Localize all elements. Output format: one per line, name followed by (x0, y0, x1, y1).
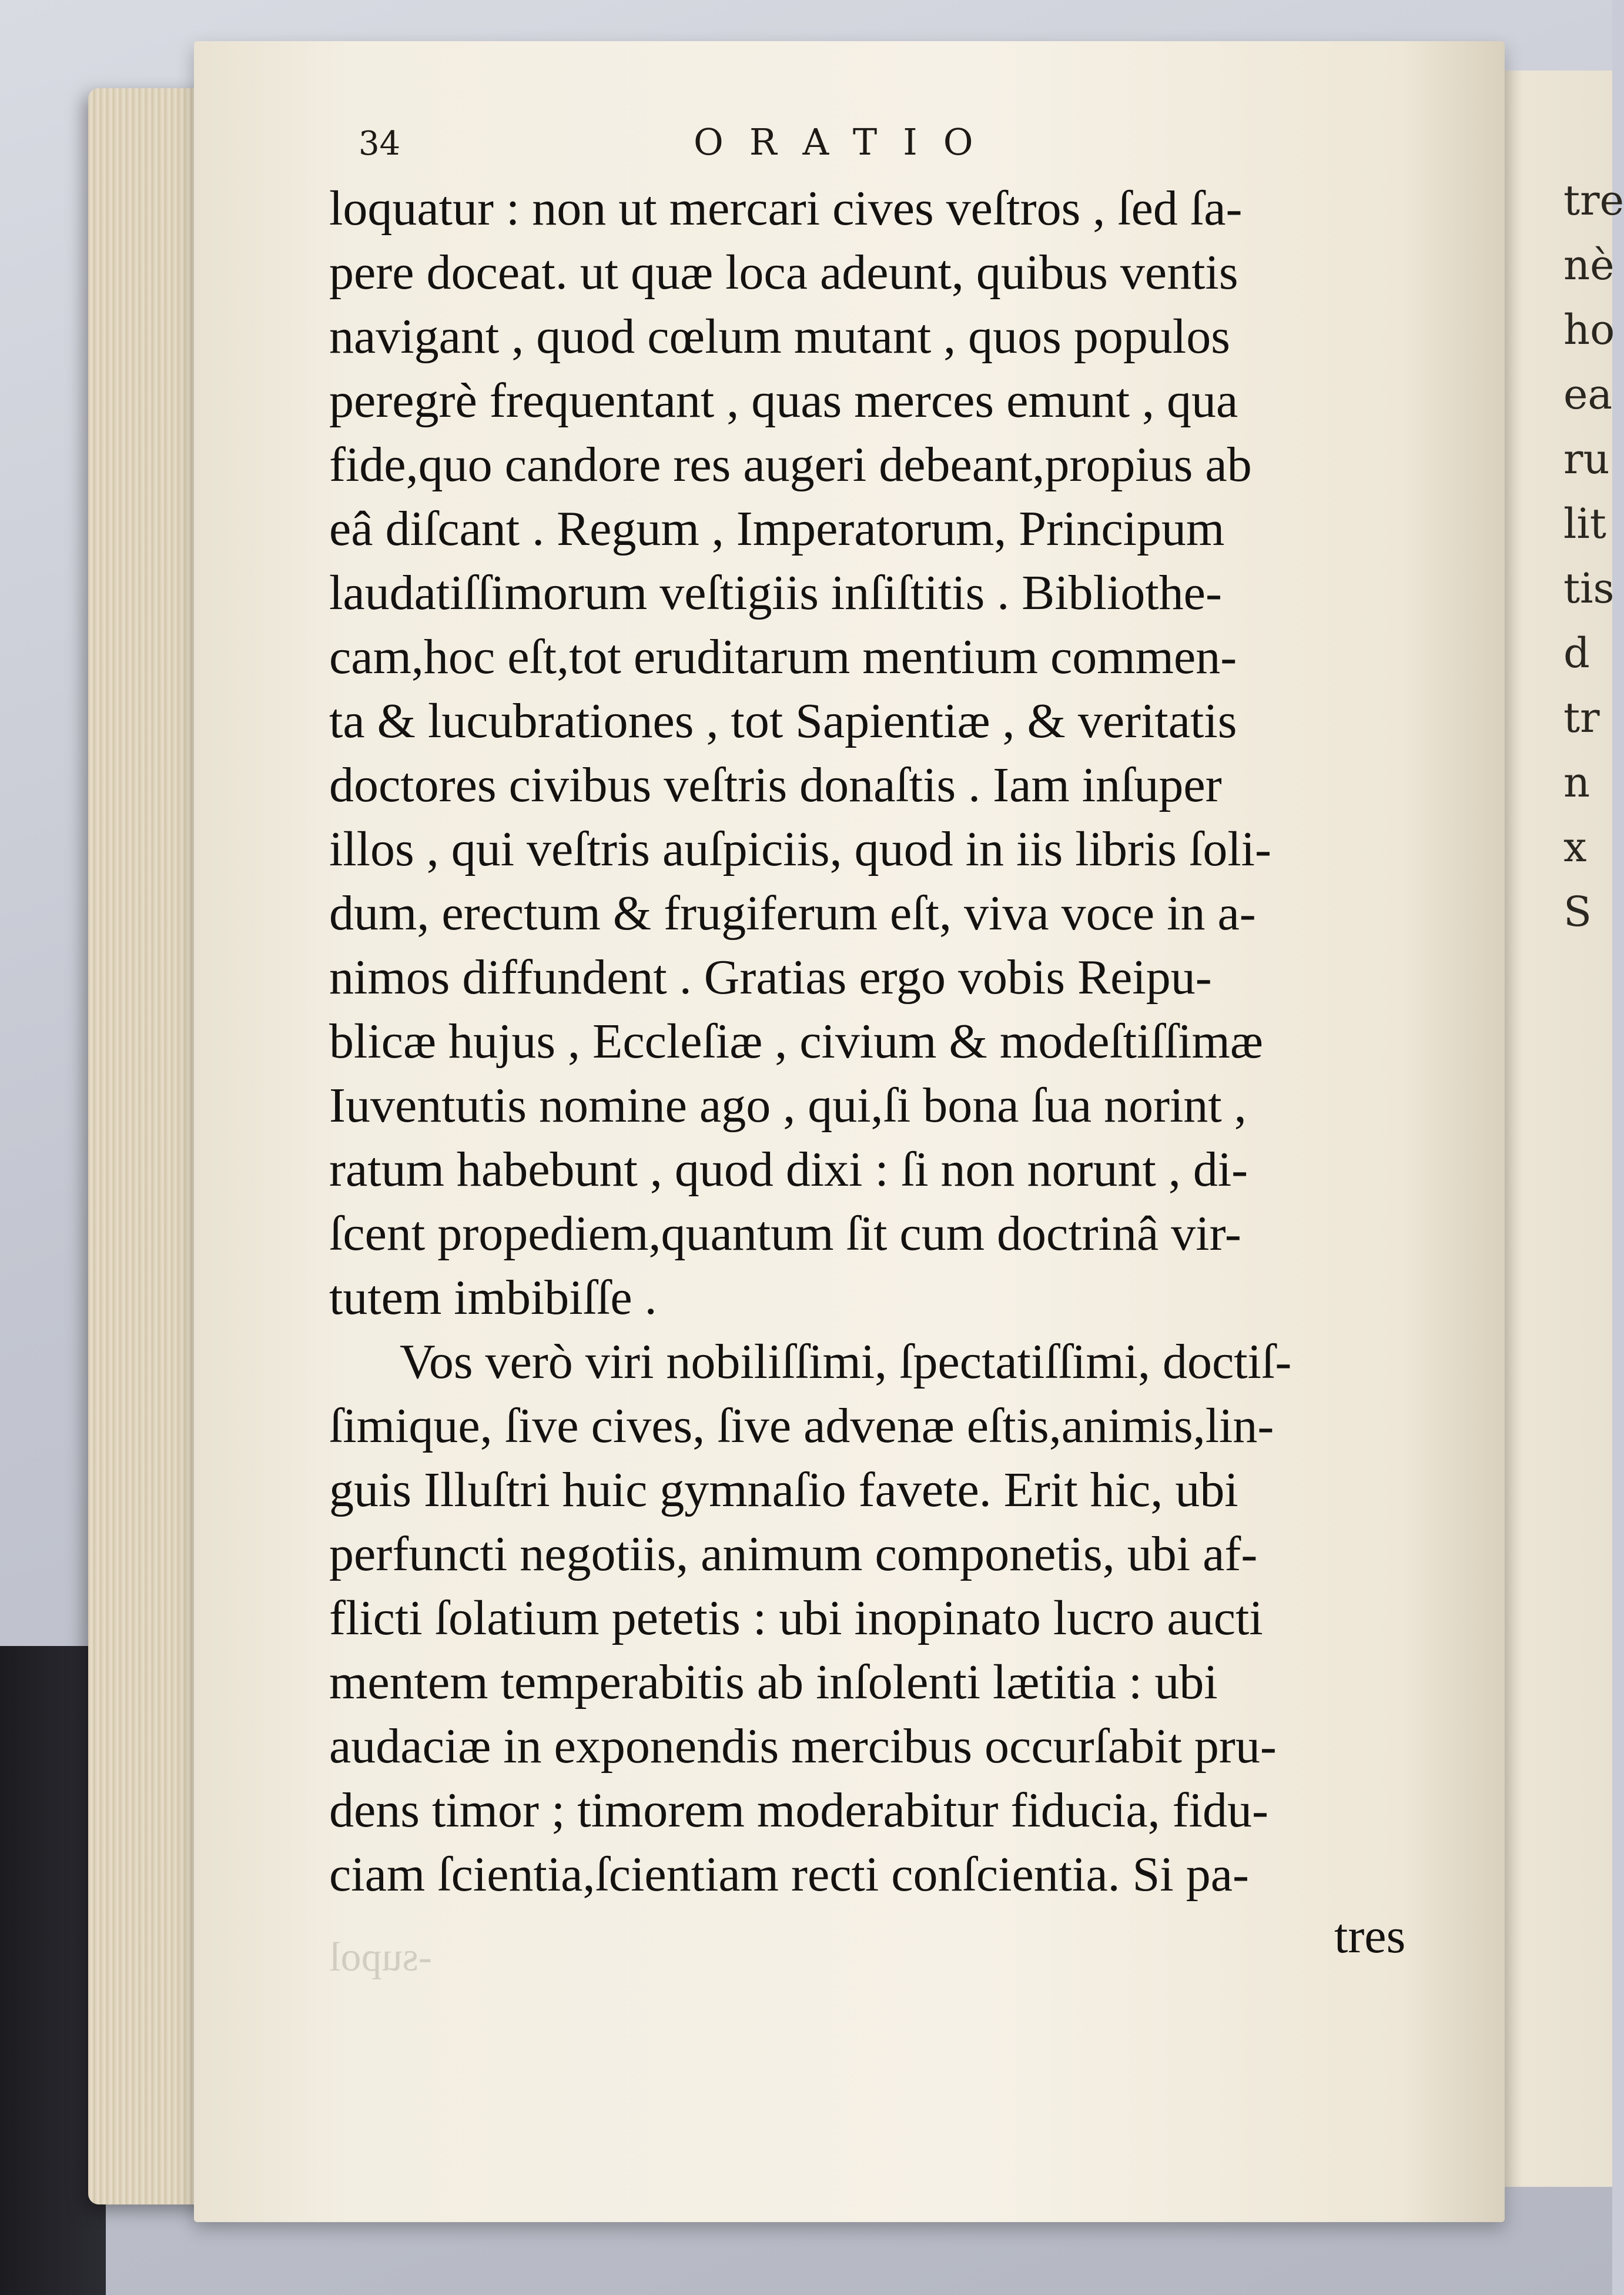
text-line: doctores civibus veſtris donaſtis . Iam inſuper (329, 758, 1222, 812)
text-line: loquatur : non ut mercari cives veſtros , ſed ſa- (329, 181, 1243, 236)
text-line: dum, erectum & frugiferum eſt, viva voce in a- (329, 886, 1256, 941)
facing-page-line: x (1563, 823, 1587, 871)
text-line: eâ diſcant . Regum , Imperatorum, Principum (329, 501, 1225, 556)
text-line: cam,hoc eſt,tot eruditarum mentium commen- (329, 630, 1237, 684)
text-line: ſcent propediem,quantum ſit cum doctrinâ vir- (329, 1206, 1241, 1261)
text-line: navigant , quod cœlum mutant , quos populos (329, 309, 1230, 364)
paragraph-start-line: Vos verò viri nobiliſſimi, ſpectatiſſimi, doctiſ- (400, 1334, 1292, 1389)
catchword: tres (1334, 1909, 1406, 1963)
facing-page-line: tre (1563, 176, 1624, 225)
text-line: nimos diffundent . Gratias ergo vobis Reipu- (329, 950, 1212, 1005)
facing-page-line: ru (1563, 435, 1610, 483)
text-line: dens timor ; timorem moderabitur fiducia, fidu- (329, 1783, 1268, 1838)
text-line: peregrè frequentant , quas merces emunt , qua (329, 373, 1238, 428)
body-text (329, 176, 1446, 1906)
facing-page-line: ho (1563, 306, 1615, 354)
page-number: 34 (359, 125, 401, 163)
facing-page-line: tis (1563, 564, 1615, 613)
text-line: mentem temperabitis ab inſolenti lætitia : ubi (329, 1655, 1218, 1709)
text-line: illos , qui veſtris auſpiciis, quod in iis libris ſoli- (329, 822, 1271, 876)
text-line: tutem imbibiſſe . (329, 1270, 657, 1325)
text-line: pere doceat. ut quæ loca adeunt, quibus ventis (329, 245, 1238, 300)
text-line: fide,quo candore res augeri debeant,propius ab (329, 437, 1252, 492)
text-line: ta & lucubrationes , tot Sapientiæ , & veritatis (329, 694, 1237, 748)
facing-page-line: nè (1563, 241, 1615, 289)
text-line: laudatiſſimorum veſtigiis inſiſtitis . Bibliothe- (329, 566, 1222, 620)
text-line: flicti ſolatium petetis : ubi inopinato lucro aucti (329, 1591, 1263, 1645)
page-header-title: ORATIO (694, 121, 999, 163)
facing-page-line: S (1563, 888, 1592, 936)
text-line: audaciæ in exponendis mercibus occurſabit pru- (329, 1719, 1277, 1774)
facing-page-line: ea (1563, 370, 1613, 419)
facing-page-line: lit (1563, 500, 1606, 548)
text-line: ſimique, ſive cives, ſive advenæ eſtis,animis,lin- (329, 1399, 1274, 1453)
facing-page-line: tr (1563, 694, 1600, 742)
text-line: ratum habebunt , quod dixi : ſi non norunt , di- (329, 1142, 1248, 1197)
facing-page-line: n (1563, 758, 1590, 807)
text-line: Iuventutis nomine ago , qui,ſi bona ſua norint , (329, 1078, 1247, 1133)
text-line: ciam ſcientia,ſcientiam recti conſcientia. Si pa- (329, 1847, 1249, 1902)
show-through-text: -supol (329, 1935, 432, 1980)
facing-page-fragment (1493, 71, 1624, 2187)
text-line: blicæ hujus , Eccleſiæ , civium & modeſtiſſimæ (329, 1014, 1263, 1069)
running-head (359, 121, 1240, 163)
facing-page-line: d (1563, 629, 1590, 677)
text-line: guis Illuſtri huic gymnaſio favete. Erit hic, ubi (329, 1463, 1238, 1517)
text-line: perfuncti negotiis, animum componetis, ubi af- (329, 1527, 1258, 1581)
